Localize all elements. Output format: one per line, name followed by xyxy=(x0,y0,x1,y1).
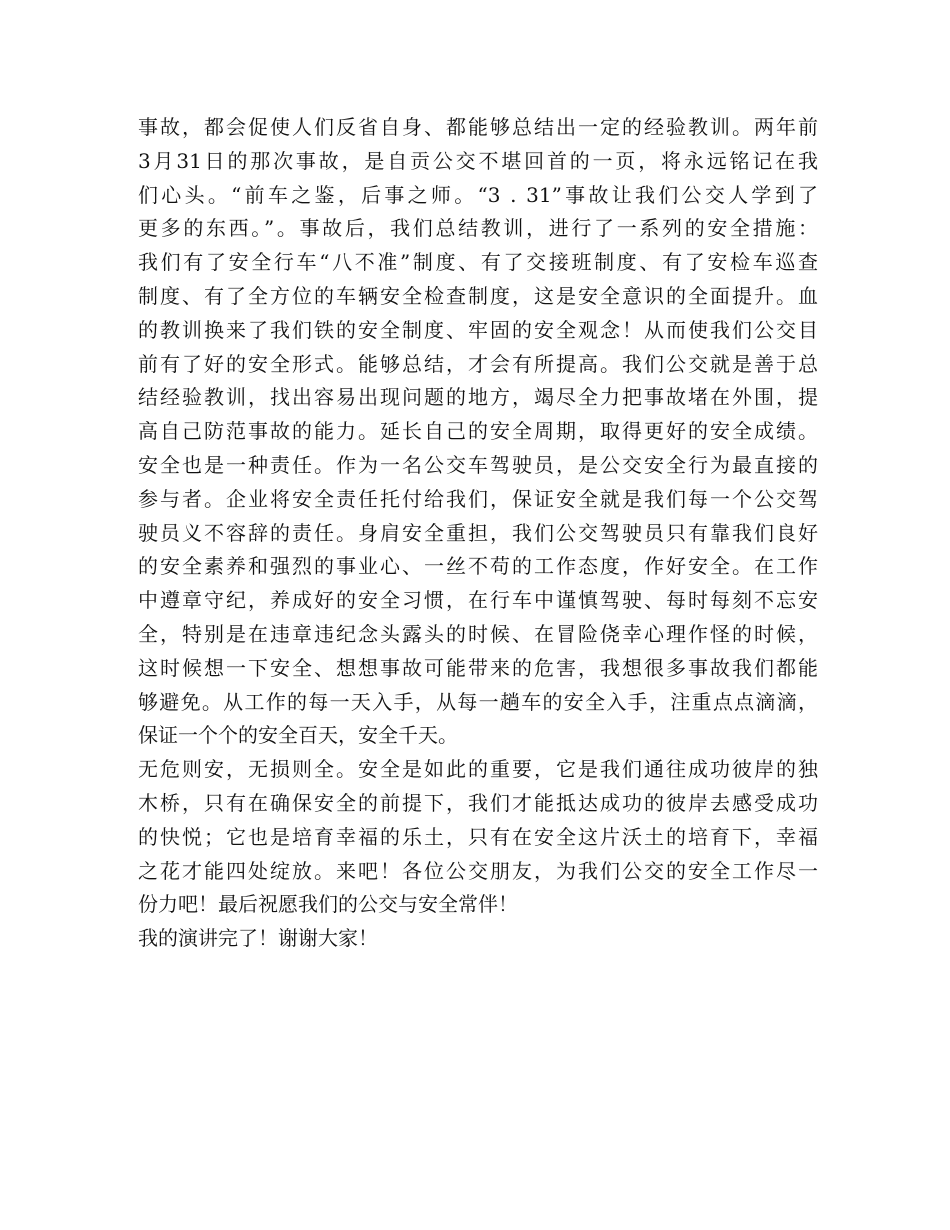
text-line: 制度、有了全方位的车辆安全检查制度，这是安全意识的全面提升。血 xyxy=(138,283,818,308)
text-line: 参与者。企业将安全责任托付给我们，保证安全就是我们每一个公交驾 xyxy=(138,486,818,511)
text-line: 前有了好的安全形式。能够总结，才会有所提高。我们公交就是善于总 xyxy=(138,351,818,376)
text-line: 我的演讲完了！谢谢大家！ xyxy=(138,926,378,951)
speech-text xyxy=(138,111,818,956)
text-line: 保证一个个的安全百天，安全千天。 xyxy=(138,723,458,748)
text-line: 更多的东西。”。事故后，我们总结教训，进行了一系列的安全措施： xyxy=(138,216,818,241)
text-line: 够避免。从工作的每一天入手，从每一趟车的安全入手，注重点点滴滴， xyxy=(138,689,818,714)
text-line: 的安全素养和强烈的事业心、一丝不苟的工作态度，作好安全。在工作 xyxy=(138,554,818,579)
text-line: 们心头。“前车之鉴，后事之师。“3 . 31”事故让我们公交人学到了 xyxy=(138,182,818,207)
text-line: 木桥，只有在确保安全的前提下，我们才能抵达成功的彼岸去感受成功 xyxy=(138,790,818,815)
text-line: 驶员义不容辞的责任。身肩安全重担，我们公交驾驶员只有靠我们良好 xyxy=(138,520,818,545)
text-line: 之花才能四处绽放。来吧！各位公交朋友，为我们公交的安全工作尽一 xyxy=(138,858,818,883)
text-line: 全，特别是在违章违纪念头露头的时候、在冒险侥幸心理作怪的时候， xyxy=(138,621,818,646)
text-line: 我们有了安全行车“八不准”制度、有了交接班制度、有了安检车巡查 xyxy=(138,250,818,275)
text-line: 结经验教训，找出容易出现问题的地方，竭尽全力把事故堵在外围，提 xyxy=(138,385,818,410)
text-line: 3月31日的那次事故，是自贡公交不堪回首的一页，将永远铭记在我 xyxy=(138,148,818,173)
text-line: 事故，都会促使人们反省自身、都能够总结出一定的经验教训。两年前 xyxy=(138,115,818,139)
text-line: 无危则安，无损则全。安全是如此的重要，它是我们通往成功彼岸的独 xyxy=(138,757,818,782)
text-line: 高自己防范事故的能力。延长自己的安全周期，取得更好的安全成绩。 xyxy=(138,419,818,444)
text-line: 的快悦；它也是培育幸福的乐土，只有在安全这片沃土的培育下，幸福 xyxy=(138,824,818,849)
text-line: 的教训换来了我们铁的安全制度、牢固的安全观念！从而使我们公交目 xyxy=(138,317,818,342)
text-line: 安全也是一种责任。作为一名公交车驾驶员，是公交安全行为最直接的 xyxy=(138,452,818,477)
text-line: 中遵章守纪，养成好的安全习惯，在行车中谨慎驾驶、每时每刻不忘安 xyxy=(138,588,818,613)
text-line: 这时候想一下安全、想想事故可能带来的危害，我想很多事故我们都能 xyxy=(138,655,818,680)
text-line: 份力吧！最后祝愿我们的公交与安全常伴！ xyxy=(138,892,518,917)
